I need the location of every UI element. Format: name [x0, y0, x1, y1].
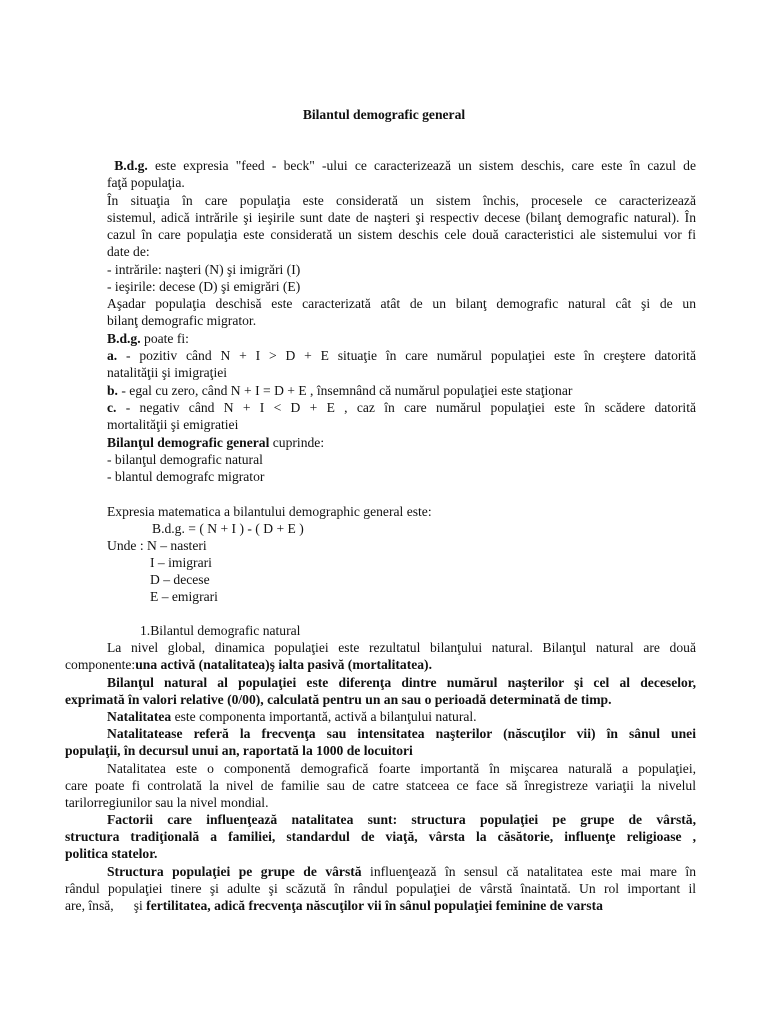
bold-span: Natalitatea — [107, 709, 172, 724]
list-item: - intrările: naşteri (N) şi imigrări (I) — [107, 262, 301, 277]
list-item — [107, 382, 572, 399]
text-span: cuprinde: — [269, 435, 325, 450]
formula-expression: B.d.g. = ( N + I ) - ( D + E ) — [152, 521, 304, 536]
bold-span: fertilitatea, adică frecvenţa născuţilor vii în sânul populaţiei feminine de varsta — [142, 898, 603, 913]
paragraph-line: rândul populaţiei tinere şi adulte şi scăzută în rândul populaţiei de vârstă înaintată. Un rol important il — [65, 881, 696, 896]
item-label: b. — [107, 383, 118, 398]
list-item — [107, 347, 696, 364]
text-span: are, însă, — [65, 898, 114, 913]
formula-var-d: D – decese — [150, 572, 210, 587]
paragraph-line: Natalitatease referă la frecvenţa sau intensitatea naşterilor (născuţilor vii) în sânul unei — [107, 726, 696, 741]
item-label: a. — [107, 348, 118, 363]
paragraph-line: care poate fi controlată la nivel de familie sau de catre statceea ce face să înregistreze variaţii la nivelul — [65, 778, 696, 793]
bold-span: Structura populaţiei pe grupe de vârstă — [107, 864, 362, 879]
text-span: influenţează în sensul că natalitatea este mai mare în — [361, 864, 696, 879]
text-span: - negativ când N + I < D + E , caz în care numărul populaţiei este în scădere datorită — [116, 400, 696, 415]
text-span: În situaţia în care populaţia este considerată un sistem închis, procesele ce caracterizează — [107, 193, 696, 208]
text-span: componente: — [65, 657, 136, 672]
list-item — [107, 399, 696, 416]
section-heading: 1.Bilantul demografic natural — [140, 623, 301, 638]
term-bdg: B.d.g. — [114, 158, 148, 173]
formula-var-i: I – imigrari — [150, 555, 212, 570]
text-span: este expresia "feed - beck" -ului ce caracterizează un sistem deschis, care este în cazul de — [147, 158, 697, 173]
paragraph-line: Natalitatea este o componentă demografică foarte importantă în mişcarea naturală a populaţiei, — [107, 761, 696, 776]
paragraph-line — [65, 897, 696, 914]
paragraph-line — [107, 330, 189, 347]
text-span: şi — [133, 898, 143, 913]
paragraph-line: bilanţ demografic migrator. — [107, 313, 257, 328]
text-span: - egal cu zero, când N + I = D + E , însemnând că numărul populaţiei este staţionar — [117, 383, 573, 398]
paragraph-line — [107, 157, 696, 174]
term-bdg-general: Bilanţul demografic general — [107, 435, 270, 450]
paragraph-line: politica statelor. — [65, 846, 158, 861]
paragraph-line: structura tradiţională a familiei, standardul de viaţă, vârsta la căsătorie, influenţe religioase , — [65, 829, 696, 844]
list-item: - blantul demografc migrator — [107, 469, 265, 484]
paragraph-line — [107, 863, 696, 880]
list-item: - ieşirile: decese (D) şi emigrări (E) — [107, 279, 301, 294]
paragraph-line: Bilanţul natural al populaţiei este diferenţa dintre numărul naşterilor şi cel al deceselor, — [107, 675, 696, 690]
term-bdg: B.d.g. — [107, 331, 141, 346]
paragraph-line — [107, 192, 696, 209]
formula-where: Unde : N – nasteri — [107, 538, 207, 553]
paragraph-line: natalităţii şi imigraţiei — [107, 365, 228, 380]
paragraph-line — [107, 434, 324, 451]
paragraph-line: date de: — [107, 244, 150, 259]
paragraph-line: La nivel global, dinamica populaţiei este rezultatul bilanţului natural. Bilanţul natural are două — [107, 640, 696, 655]
paragraph-line: faţă populaţia. — [107, 175, 185, 190]
paragraph-line: sistemul, adică intrările şi ieşirile sunt date de naşteri şi respectiv decese (bilanţ demografic natural). În — [107, 210, 696, 225]
paragraph-line: exprimată în valori relative (0/00), calculată pentru un an sau o perioadă determinată de timp. — [65, 692, 612, 707]
text-span: - pozitiv când N + I > D + E situaţie în care numărul populaţiei este în creştere datorită — [117, 348, 696, 363]
formula-intro: Expresia matematica a bilantului demographic general este: — [107, 504, 432, 519]
formula-var-e: E – emigrari — [150, 589, 218, 604]
bold-span: una activă (natalitatea)ş ialta pasivă (mortalitatea). — [135, 657, 432, 672]
paragraph-line: Aşadar populaţia deschisă este caracterizată atât de un bilanţ demografic natural cât şi de un — [107, 296, 696, 311]
text-span: este componenta importantă, activă a bilanţului natural. — [171, 709, 477, 724]
paragraph-line: tarilorregiunilor sau la nivel mondial. — [65, 795, 269, 810]
paragraph-line — [65, 656, 432, 673]
paragraph-line: Factorii care influenţează natalitatea sunt: structura populaţiei pe grupe de vârstă, — [107, 812, 696, 827]
list-item: - bilanţul demografic natural — [107, 452, 263, 467]
paragraph-line: cazul în care populaţia este considerată un sistem deschis cele două caracteristici ale sistemului vor fi — [107, 227, 696, 242]
paragraph-line: mortalităţii şi emigratiei — [107, 417, 239, 432]
document-title: Bilantul demografic general — [302, 107, 466, 122]
item-label: c. — [107, 400, 117, 415]
paragraph-line: populaţii, în decursul unui an, raportată la 1000 de locuitori — [65, 743, 413, 758]
paragraph-line — [107, 708, 477, 725]
text-span: poate fi: — [140, 331, 189, 346]
